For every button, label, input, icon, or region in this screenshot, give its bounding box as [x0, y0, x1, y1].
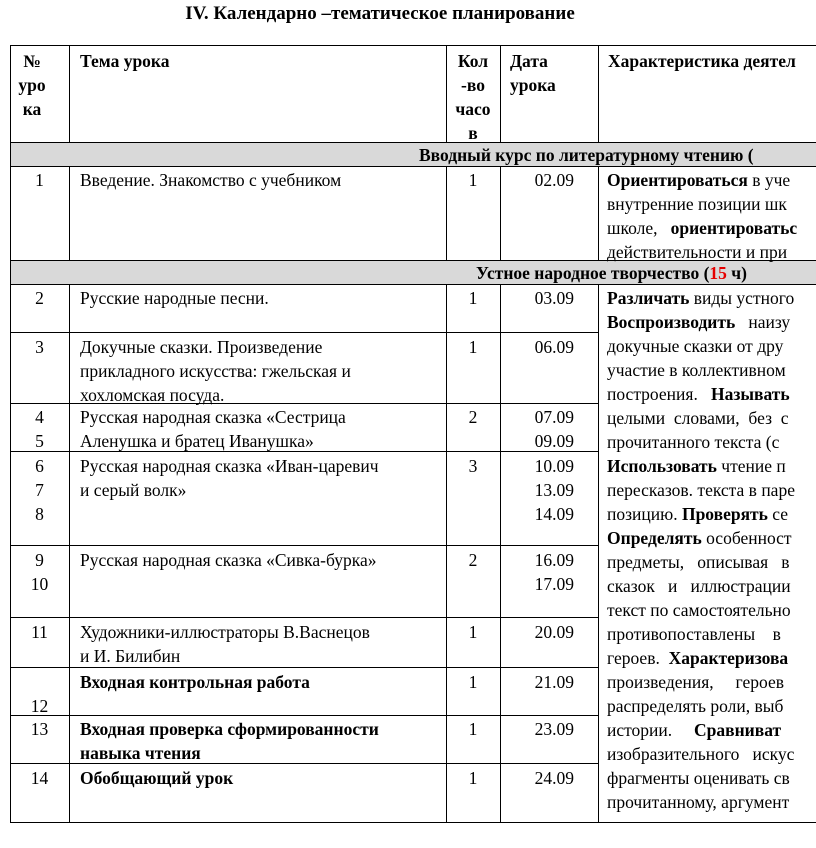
vline: [69, 284, 70, 823]
hline: [10, 822, 816, 823]
row-hours: 1: [468, 622, 478, 642]
header-date: Дата урока: [510, 51, 556, 95]
activity-line: докучные сказки от дру: [607, 336, 784, 356]
row-number: 6 7 8: [35, 456, 44, 524]
header-hours: Кол -во часо в: [455, 51, 491, 143]
row-hours: 1: [468, 768, 478, 788]
activity-line: действительности и при: [607, 242, 788, 262]
hline: [10, 545, 598, 546]
row-date: 20.09: [534, 622, 574, 642]
activity-line: противопоставлены в: [607, 624, 781, 644]
folk-activity: [607, 286, 816, 814]
row-number: 13: [30, 719, 49, 739]
hline: [10, 332, 598, 333]
activity-line: целыми словами, без с: [607, 408, 789, 428]
activity-line: Различать виды устного: [607, 288, 795, 308]
row-date: 21.09: [534, 672, 574, 692]
row-topic: Русская народная сказка «Сестрица Аленушка и братец Иванушка»: [80, 407, 346, 451]
row-topic: Русская народная сказка «Иван-царевич и серый волк»: [80, 456, 379, 500]
vline: [69, 45, 70, 142]
vline: [69, 166, 70, 260]
row-number: 9 10: [30, 550, 49, 594]
activity-line: Ориентироваться в уче: [607, 170, 791, 190]
hline: [10, 715, 598, 716]
activity-line: участие в коллективном: [607, 360, 786, 380]
activity-line: внутренние позиции шк: [607, 194, 787, 214]
header-topic: Тема урока: [80, 51, 170, 71]
row-date: 03.09: [534, 288, 574, 308]
activity-line: сказок и иллюстрации: [607, 576, 791, 596]
row-number: 11: [31, 622, 48, 642]
activity-line: распределять роли, выб: [607, 696, 784, 716]
activity-line: Определять особенност: [607, 528, 792, 548]
row-topic: Русские народные песни.: [80, 288, 269, 308]
activity-line: произведения, героев: [607, 672, 784, 692]
row-date: 02.09: [534, 170, 574, 190]
row-date: 23.09: [534, 719, 574, 739]
activity-line: Воспроизводить наизу: [607, 312, 791, 332]
row-hours: 1: [468, 337, 478, 357]
header-activity: Характеристика деятел: [608, 51, 796, 71]
activity-line: построения. Называть: [607, 384, 790, 404]
row-hours: 2: [468, 407, 478, 427]
row-number: 3: [35, 337, 44, 357]
row-topic: Художники-иллюстраторы В.Васнецов и И. Билибин: [80, 622, 370, 666]
section-folk-title: Устное народное творчество (15 ч): [476, 263, 747, 283]
row-hours: 2: [468, 550, 478, 570]
activity-line: Использовать чтение п: [607, 456, 786, 476]
row-topic: Русская народная сказка «Сивка-бурка»: [80, 550, 377, 570]
activity-line: предметы, описывая в: [607, 552, 790, 572]
row-topic: Обобщающий урок: [80, 768, 234, 788]
activity-line: истории. Сравниват: [607, 720, 782, 740]
row-hours: 1: [468, 719, 478, 739]
row1-activity: [607, 168, 816, 264]
vline: [598, 284, 599, 823]
row-hours: 3: [468, 456, 478, 476]
row-number: 14: [30, 768, 49, 788]
vline: [598, 166, 599, 260]
row-topic: Докучные сказки. Произведение прикладного искусства: гжельская и хохломская посуда.: [80, 337, 351, 405]
page-title: IV. Календарно –тематическое планирование: [185, 3, 575, 24]
row-number: 4 5: [35, 407, 44, 451]
activity-line: прочитанному, аргумент: [607, 792, 790, 812]
activity-line: прочитанного текста (с: [607, 432, 780, 452]
activity-line: текст по самостоятельно: [607, 600, 791, 620]
row-hours: 1: [468, 170, 478, 190]
vline: [598, 45, 599, 142]
activity-line: фрагменты оценивать св: [607, 768, 790, 788]
row-date: 06.09: [534, 337, 574, 357]
row-hours: 1: [468, 672, 478, 692]
activity-line: позицию. Проверять се: [607, 504, 789, 524]
row-number: 1: [35, 170, 44, 190]
row-date: 07.09 09.09: [534, 407, 574, 451]
activity-line: школе, ориентироватьс: [607, 218, 798, 238]
vline: [500, 45, 501, 142]
section-intro-title: Вводный курс по литературному чтению (: [419, 145, 754, 165]
row-date: 24.09: [534, 768, 574, 788]
activity-line: изобразительного искус: [607, 744, 795, 764]
row-topic: Входная проверка сформированности навыка чтения: [80, 719, 379, 763]
activity-line: пересказов. текста в паре: [607, 480, 795, 500]
activity-line: героев. Характеризова: [607, 648, 789, 668]
row-hours: 1: [468, 288, 478, 308]
hline: [10, 617, 598, 618]
header-num: № уро ка: [18, 51, 46, 119]
hline: [10, 45, 816, 46]
row-topic: Входная контрольная работа: [80, 672, 310, 692]
row-date: 10.09 13.09 14.09: [534, 456, 574, 524]
row-number: 2: [35, 288, 44, 308]
row-topic: Введение. Знакомство с учебником: [80, 170, 342, 190]
row-number: 12: [30, 696, 49, 716]
row-date: 16.09 17.09: [534, 550, 574, 594]
